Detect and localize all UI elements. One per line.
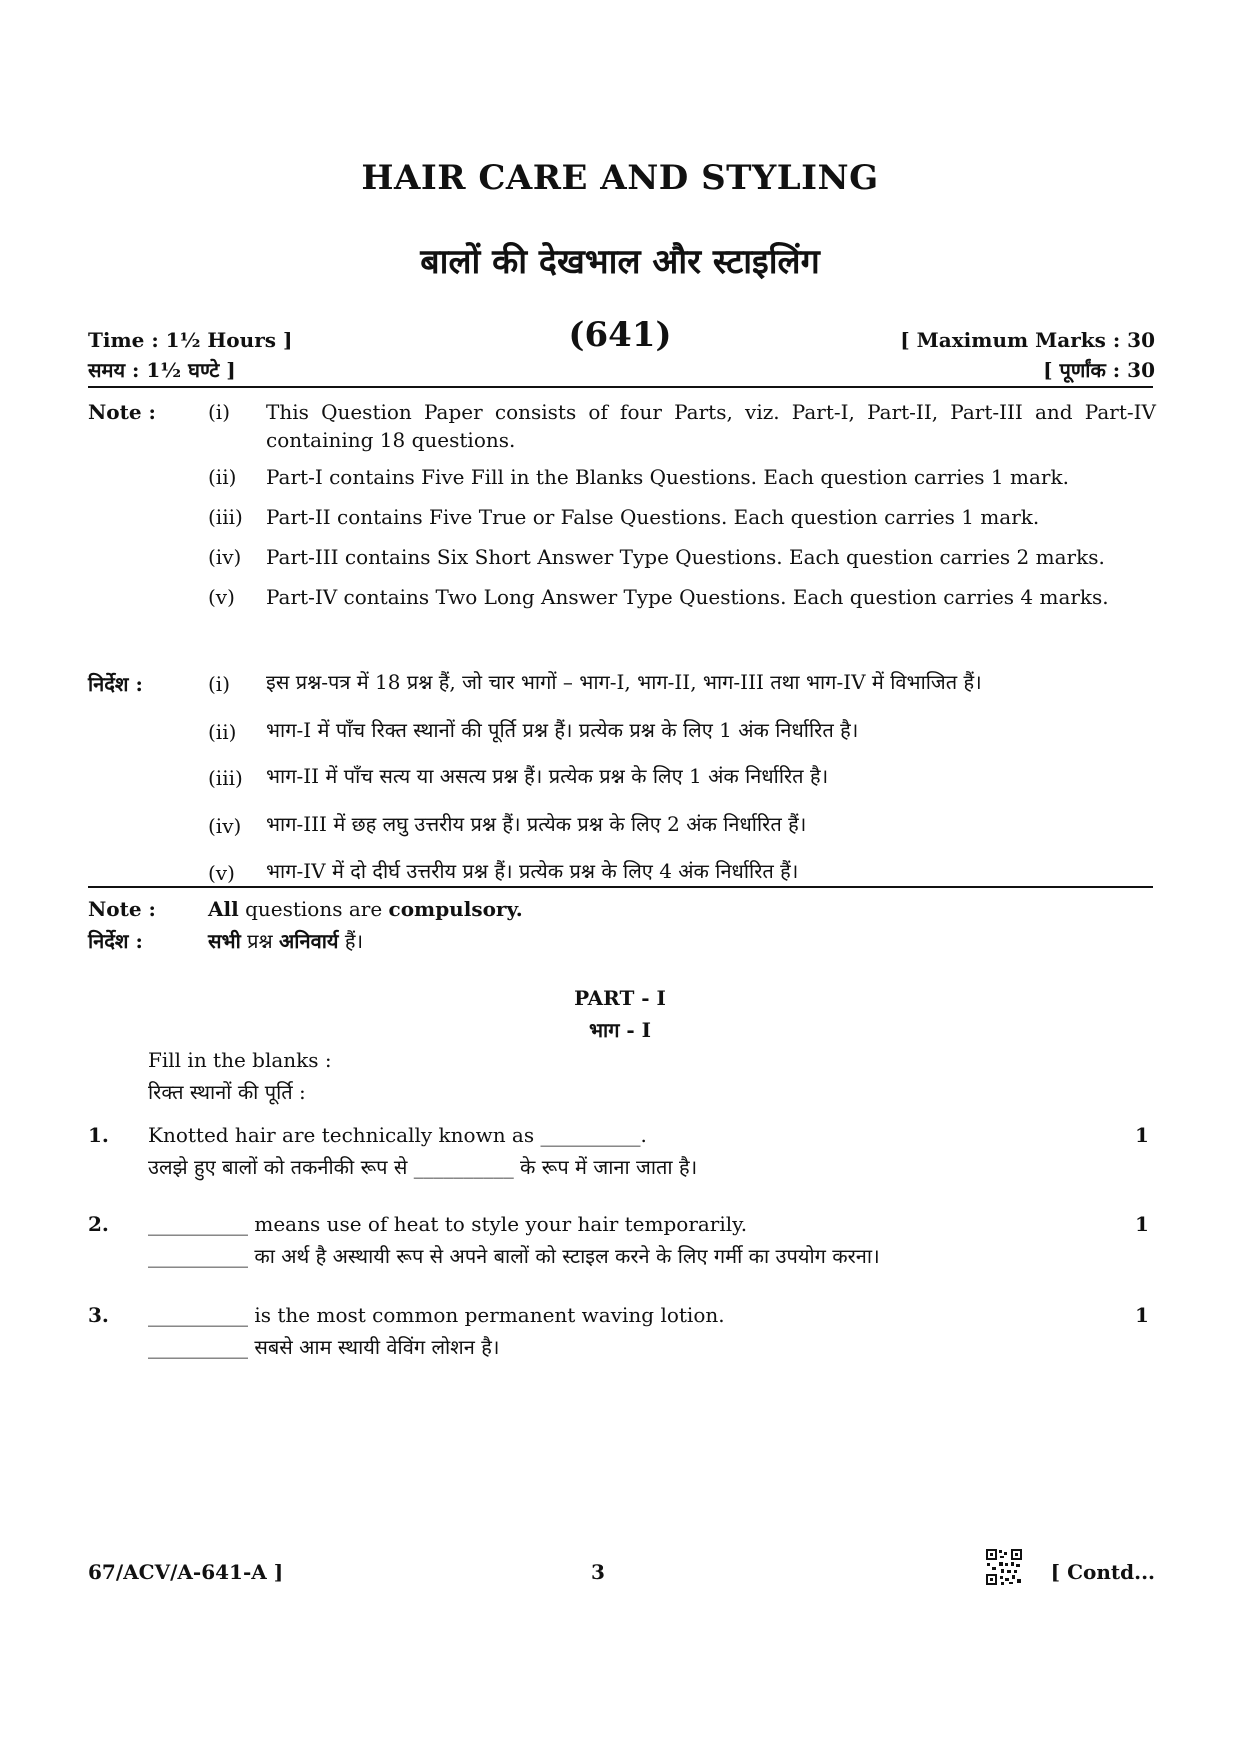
note-text: Part-II contains Five True or False Questions. Each question carries 1 mark. [266,505,1040,529]
note-num: (i) [208,400,231,424]
note-text: Part-I contains Five Fill in the Blanks Questions. Each question carries 1 mark. [266,465,1069,489]
note-label-hindi: निर्देश : [88,672,143,696]
question-number: 1. [88,1123,109,1147]
time-english: Time : 1½ Hours ] [88,328,293,352]
continued-label: [ Contd... [1050,1560,1155,1584]
question-marks: 1 [1135,1212,1149,1236]
note-text: भाग-II में पाँच सत्य या असत्य प्रश्न हैं। प्रत्येक प्रश्न के लिए 1 अंक निर्धारित है। [266,764,829,788]
question-marks: 1 [1135,1123,1149,1147]
compulsory-hi-mid: प्रश्न [240,929,280,953]
note-num: (iv) [208,545,242,569]
question-text-hindi: उलझे हुए बालों को तकनीकी रूप से __________ के रूप में जाना जाता है। [148,1155,698,1179]
note-text: भाग-III में छह लघु उत्तरीय प्रश्न हैं। प्रत्येक प्रश्न के लिए 2 अंक निर्धारित हैं। [266,812,807,836]
question-number: 2. [88,1212,109,1236]
question-text-hindi: __________ का अर्थ है अस्थायी रूप से अपने बालों को स्टाइल करने के लिए गर्मी का उपयोग करना। [148,1244,880,1268]
qr-code-icon [985,1548,1023,1586]
footer-paper-code: 67/ACV/A-641-A ] [88,1560,284,1584]
instruction-english: Fill in the blanks : [148,1048,332,1072]
note-text: भाग-IV में दो दीर्घ उत्तरीय प्रश्न हैं। प्रत्येक प्रश्न के लिए 4 अंक निर्धारित हैं। [266,859,799,883]
divider-bottom [88,886,1153,888]
compulsory-mid: questions are [238,897,389,921]
note-num: (iii) [208,766,243,790]
note-text: Part-IV contains Two Long Answer Type Questions. Each question carries 4 marks. [266,585,1109,609]
note-text: This Question Paper consists of four Parts, viz. Part-I, Part-II, Part-III and Part-IV containing 18 questions. [266,400,1156,452]
note-num: (iii) [208,505,243,529]
instruction-hindi: रिक्त स्थानों की पूर्ति : [148,1080,306,1104]
part-heading-hindi: भाग - I [588,1018,652,1042]
note-num: (iv) [208,814,242,838]
compulsory-text-hindi [208,927,363,954]
question-text-english: Knotted hair are technically known as __________. [148,1123,647,1147]
question-text-english: __________ is the most common permanent waving lotion. [148,1303,725,1327]
compulsory-label-hindi: निर्देश : [88,929,143,953]
note-num: (v) [208,861,235,885]
note-text: Part-III contains Six Short Answer Type Questions. Each question carries 2 marks. [266,545,1105,569]
subject-code: (641) [568,315,672,355]
question-marks: 1 [1135,1303,1149,1327]
note-num: (ii) [208,465,237,489]
note-num: (i) [208,672,231,696]
note-label-english: Note : [88,400,156,424]
max-marks-english: [ Maximum Marks : 30 [900,328,1155,352]
compulsory-hi-end: हैं। [338,929,364,953]
max-marks-hindi: [ पूर्णांक : 30 [1043,358,1155,382]
paper-title-hindi: बालों की देखभाल और स्टाइलिंग [420,242,820,282]
question-number: 3. [88,1303,109,1327]
part-heading-english: PART - I [574,986,666,1010]
compulsory-hi-all: सभी [208,929,241,953]
note-text: इस प्रश्न-पत्र में 18 प्रश्न हैं, जो चार भागों – भाग-I, भाग-II, भाग-III तथा भाग-IV में विभाजित हैं। [266,670,982,694]
divider-top [88,386,1153,388]
note-num: (v) [208,585,235,609]
paper-title-english: HAIR CARE AND STYLING [361,158,879,198]
question-text-english: __________ means use of heat to style your hair temporarily. [148,1212,748,1236]
compulsory-word: compulsory. [388,897,523,921]
note-text: भाग-I में पाँच रिक्त स्थानों की पूर्ति प्रश्न हैं। प्रत्येक प्रश्न के लिए 1 अंक निर्धारित है। [266,718,859,742]
compulsory-hi-word: अनिवार्य [279,929,339,953]
question-text-hindi: __________ सबसे आम स्थायी वेविंग लोशन है। [148,1335,500,1359]
compulsory-all: All [208,897,239,921]
note-num: (ii) [208,720,237,744]
time-hindi: समय : 1½ घण्टे ] [88,358,236,382]
page-number: 3 [591,1560,605,1584]
compulsory-label-english: Note : [88,897,156,921]
compulsory-text-english [208,897,523,921]
